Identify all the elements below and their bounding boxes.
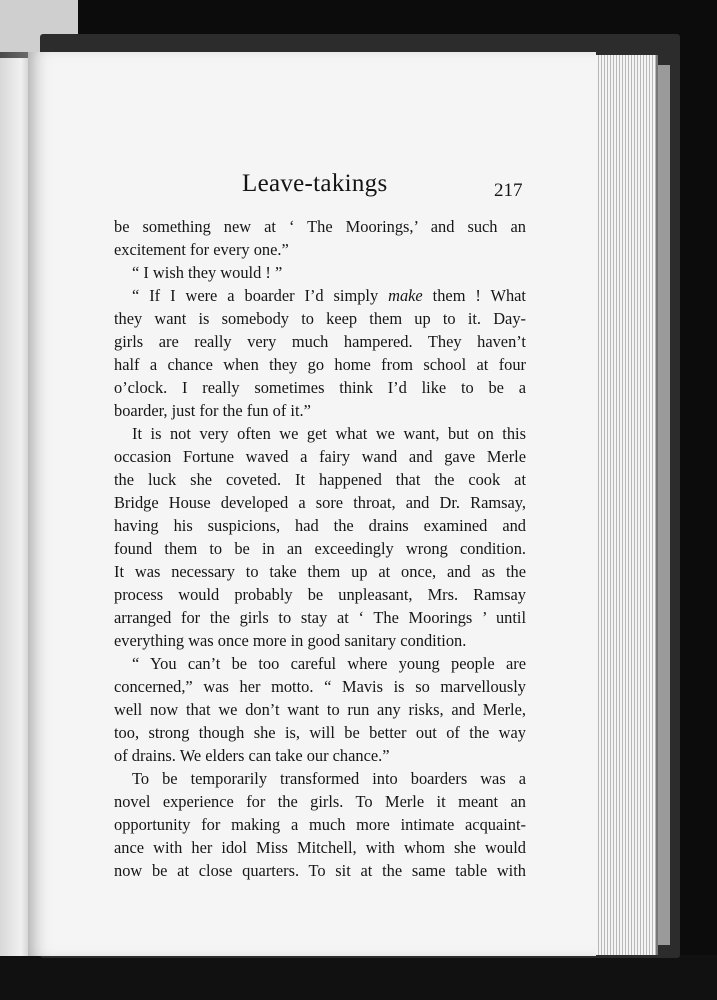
text-line: occasion Fortune waved a fairy wand and gave Merle	[114, 447, 526, 466]
text-line: well now that we don’t want to run any risks, and Merle,	[114, 700, 526, 719]
text-line: now be at close quarters. To sit at the same table with	[114, 861, 526, 880]
text-line: the luck she coveted. It happened that the cook at	[114, 470, 526, 489]
emphasized-word: make	[388, 286, 423, 305]
text-line: It was necessary to take them up at once, and as the	[114, 562, 526, 581]
text-line: arranged for the girls to stay at ‘ The Moorings ’ until	[114, 608, 526, 627]
text-line: boarder, just for the fun of it.”	[114, 401, 311, 420]
text-line: found them to be in an exceedingly wrong condition.	[114, 539, 526, 558]
text-line: everything was once more in good sanitary condition.	[114, 631, 467, 650]
text-line: they want is somebody to keep them up to it. Day-	[114, 309, 526, 328]
text-line-part: them ! What	[422, 286, 526, 305]
text-line: girls are really very much hampered. They haven’t	[114, 332, 526, 351]
running-head	[28, 170, 596, 204]
text-line: ance with her idol Miss Mitchell, with whom she would	[114, 838, 526, 857]
text-line: half a chance when they go home from school at four	[114, 355, 526, 374]
text-line: “ I wish they would ! ”	[132, 263, 283, 282]
text-line-part: “ If I were a boarder I’d simply	[132, 286, 389, 305]
page-stack-edges	[590, 55, 658, 955]
page-number: 217	[494, 180, 523, 201]
text-line: concerned,” was her motto. “ Mavis is so marvellously	[114, 677, 526, 696]
text-line: of drains. We elders can take our chance.”	[114, 746, 390, 765]
text-line: It is not very often we get what we want, but on this	[132, 424, 526, 443]
text-line: opportunity for making a much more intimate acquaint-	[114, 815, 526, 834]
text-line: Bridge House developed a sore throat, and Dr. Ramsay,	[114, 493, 526, 512]
book-page	[28, 52, 596, 956]
facing-page-edge	[0, 58, 30, 956]
text-line: excitement for every one.”	[114, 240, 289, 259]
running-head-title: Leave-takings	[242, 170, 388, 197]
text-line	[114, 284, 526, 307]
text-line: o’clock. I really sometimes think I’d like to be a	[114, 378, 526, 397]
text-line: process would probably be unpleasant, Mrs. Ramsay	[114, 585, 526, 604]
text-line: “ You can’t be too careful where young people are	[132, 654, 526, 673]
body-text	[114, 215, 526, 882]
text-line: To be temporarily transformed into boarders was a	[132, 769, 526, 788]
text-line: too, strong though she is, will be better out of the way	[114, 723, 526, 742]
scan-bottom-band	[0, 955, 717, 1000]
text-line: be something new at ‘ The Moorings,’ and such an	[114, 217, 526, 236]
text-line: novel experience for the girls. To Merle it meant an	[114, 792, 526, 811]
text-line: having his suspicions, had the drains examined and	[114, 516, 526, 535]
